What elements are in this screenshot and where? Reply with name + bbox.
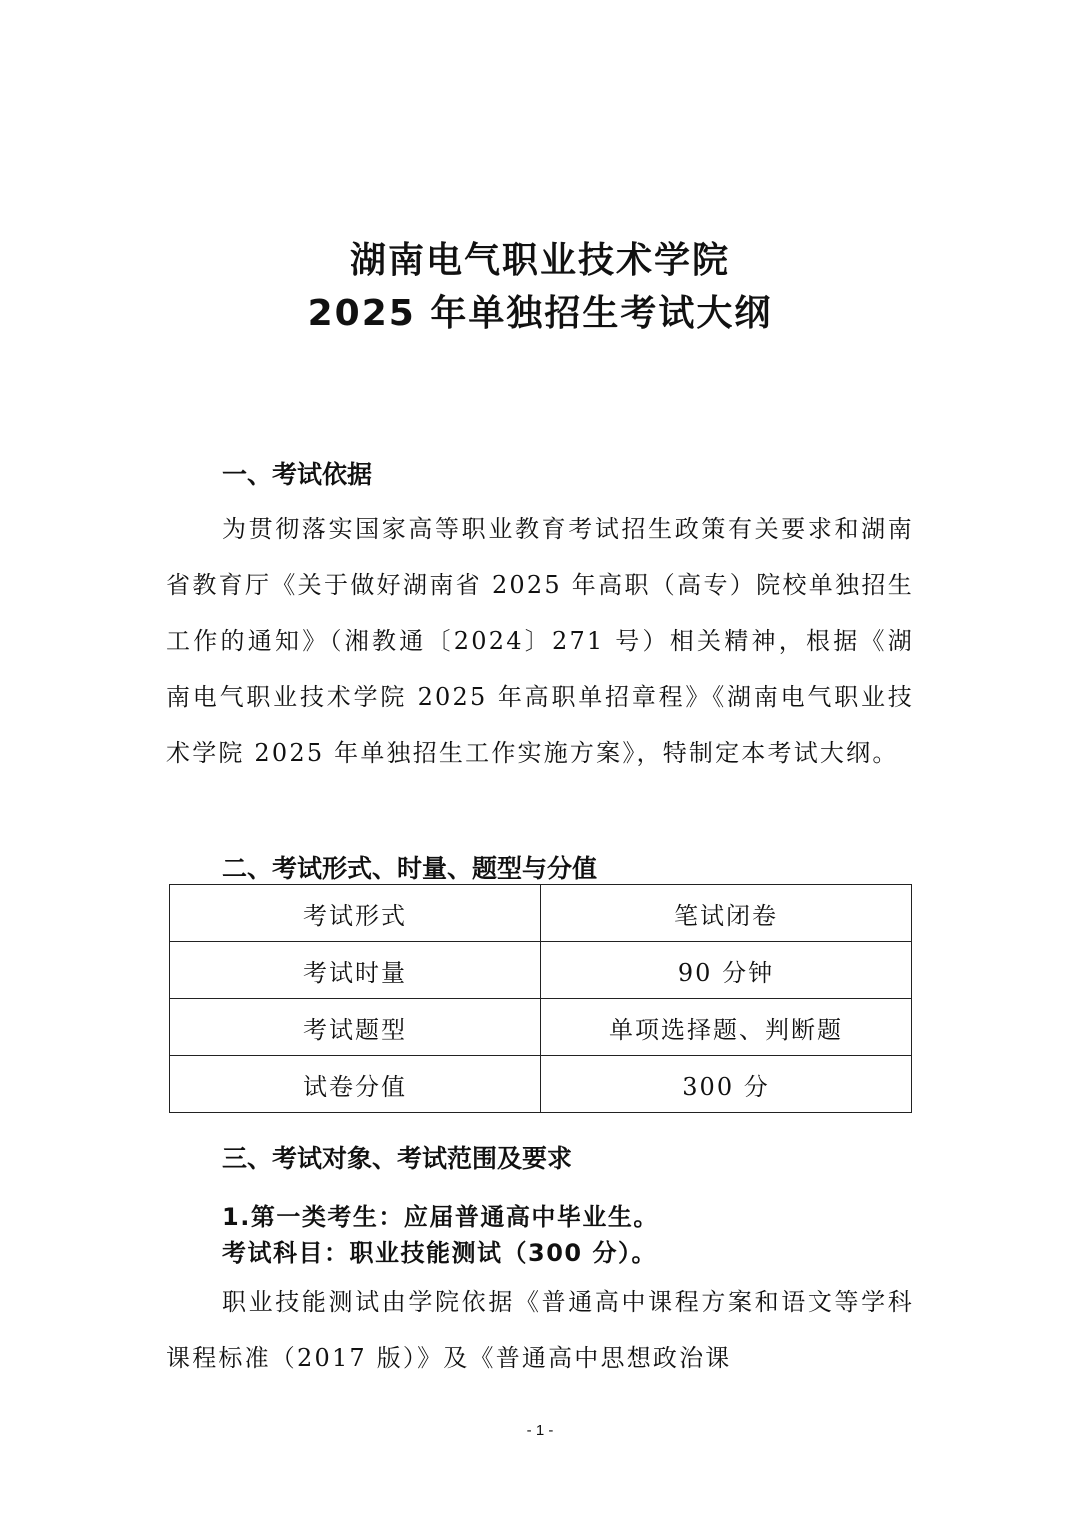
table-row	[170, 942, 912, 999]
section3-paragraph	[166, 1274, 914, 1386]
section1-paragraph-text: 为贯彻落实国家高等职业教育考试招生政策有关要求和湖南省教育厅《关于做好湖南省 2025 年高职（高专）院校单独招生工作的通知》（湘教通〔2024〕271 号）相关精神，根据《湖南电气职业技术学院 2025 年高职单招章程》《湖南电气职业技术学院 2025 年单独招生工作实施方案》，特制定本考试大纲。	[166, 515, 914, 767]
table-row	[170, 999, 912, 1056]
table-cell-label: 考试时量	[170, 942, 541, 999]
document-title-line1: 湖南电气职业技术学院	[349, 240, 730, 281]
page-number: - 1 -	[526, 1422, 554, 1439]
section3-heading: 三、考试对象、考试范围及要求	[222, 1144, 573, 1173]
section1-heading: 一、考试依据	[222, 460, 373, 489]
table-cell-label: 考试题型	[170, 999, 541, 1056]
table-cell-value: 90 分钟	[541, 942, 912, 999]
exam-format-table	[169, 884, 912, 1113]
section3-subheading-candidates: 1.第一类考生：应届普通高中毕业生。	[222, 1203, 659, 1231]
table-row	[170, 1056, 912, 1113]
table-cell-label: 考试形式	[170, 885, 541, 942]
section3-subheading-subject: 考试科目：职业技能测试（300 分）。	[222, 1239, 657, 1267]
section3-paragraph-text: 职业技能测试由学院依据《普通高中课程方案和语文等学科课程标准（2017 版）》及《普通高中思想政治课	[166, 1288, 914, 1372]
table-cell-value: 300 分	[541, 1056, 912, 1113]
section1-paragraph	[166, 501, 914, 781]
table-row	[170, 885, 912, 942]
table-cell-value: 单项选择题、判断题	[541, 999, 912, 1056]
table-cell-value: 笔试闭卷	[541, 885, 912, 942]
document-title-line2: 2025 年单独招生考试大纲	[307, 293, 773, 334]
section2-heading: 二、考试形式、时量、题型与分值	[222, 854, 598, 883]
table-cell-label: 试卷分值	[170, 1056, 541, 1113]
